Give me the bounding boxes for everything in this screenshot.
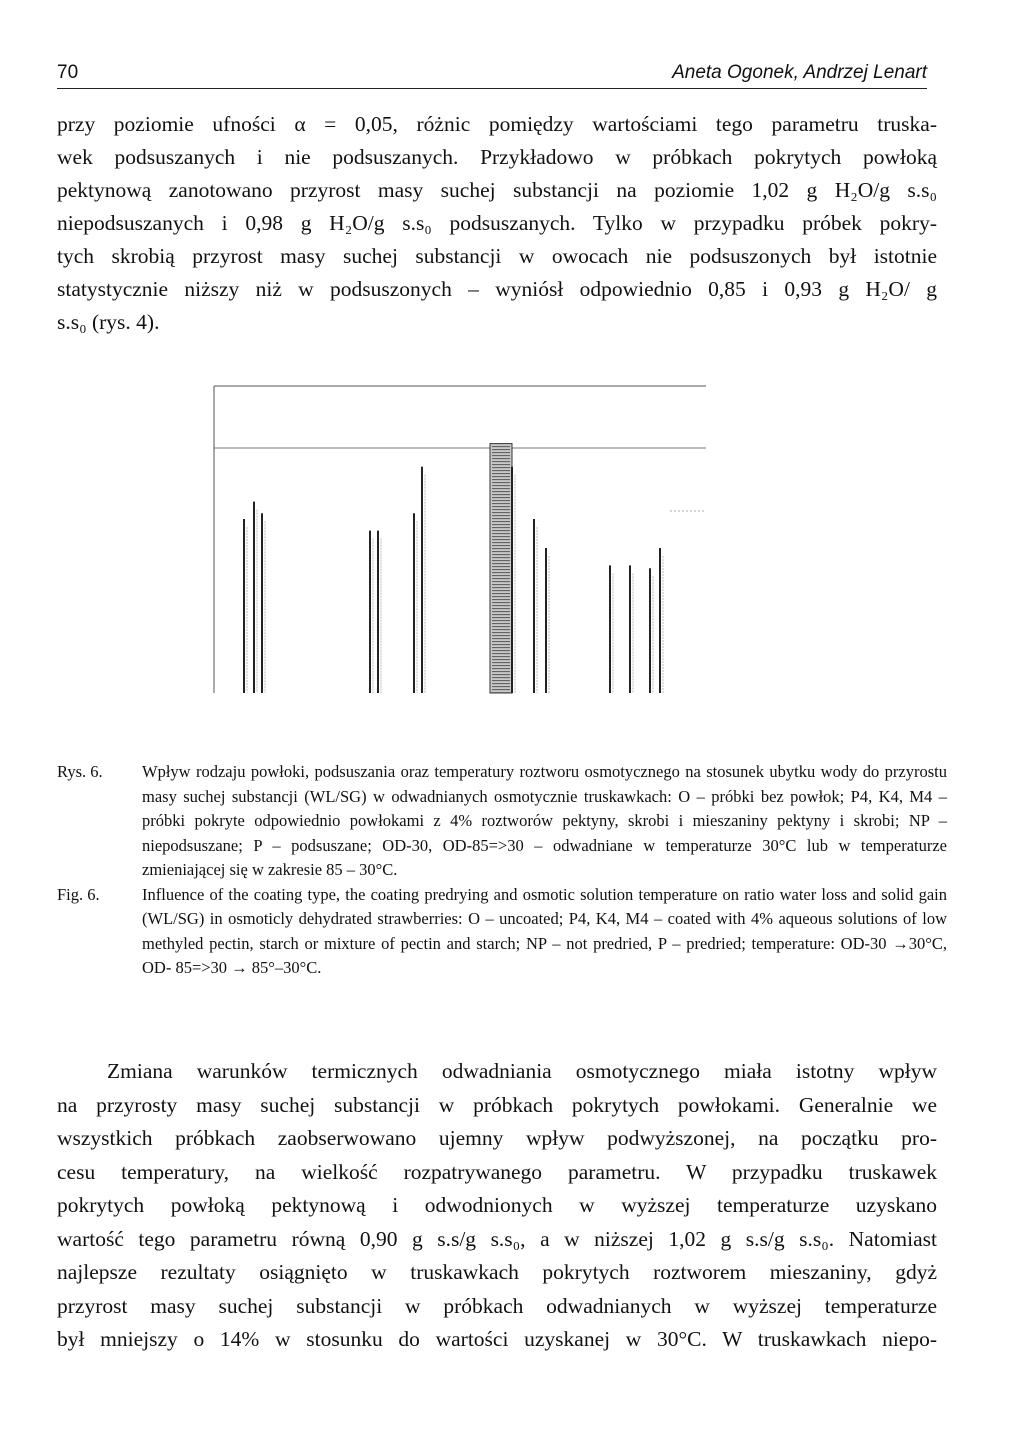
text-line: wszystkich próbkach zaobserwowano ujemny wpływ podwyższonej, na początku pro-	[57, 1126, 937, 1150]
caption-text-en: Influence of the coating type, the coating predrying and osmotic solution temperature on ratio water loss and solid gain (WL/SG) in osmoticly dehydrated strawberries: O – uncoated; P4, K4, M4 – coated with 4% aqueous solutions of low methyled pectin, starch or mixture of pectin and starch; NP – not predried, P – predried; temperature: OD-30 →30°C, OD- 85=>30 → 85°–30°C.	[142, 884, 947, 977]
text-line: niepodsuszanych i 0,98 g H₂O/g s.s₀ podsuszanych. Tylko w przypadku próbek pokry-	[57, 211, 937, 235]
text-line: na przyrosty masy suchej substancji w próbkach pokrytych powłokami. Generalnie we	[57, 1092, 937, 1117]
paragraph-intro	[57, 108, 937, 339]
text-line: wartość tego parametru równą 0,90 g s.s/g s.s₀, a w niższej 1,02 g s.s/g s.s₀. Natomiast	[57, 1226, 937, 1251]
bars-group	[244, 444, 663, 693]
caption-english	[57, 883, 947, 981]
text-line: wek podsuszanych i nie podsuszanych. Przykładowo w próbkach pokrytych powłoką	[57, 145, 937, 169]
text-line: statystycznie niższy niż w podsuszonych – wyniósł odpowiednio 0,85 i 0,93 g H₂O/ g	[57, 277, 937, 301]
figure-6-chart	[200, 378, 720, 708]
text-line: najlepsze rezultaty osiągnięto w truskawkach pokrytych roztworem mieszaniny, gdyż	[57, 1260, 937, 1284]
running-header-authors: Aneta Ogonek, Andrzej Lenart	[672, 62, 927, 83]
page-number: 70	[57, 62, 79, 83]
paragraph-results	[57, 1055, 937, 1357]
text-line: cesu temperatury, na wielkość rozpatrywanego parametru. W przypadku truskawek	[57, 1159, 937, 1184]
text-line: był mniejszy o 14% w stosunku do wartości uzyskanej w 30°C. W truskawkach niepo-	[57, 1327, 937, 1351]
text-line: pektynową zanotowano przyrost masy suchej substancji na poziomie 1,02 g H₂O/g s.s₀	[57, 178, 937, 202]
caption-text-pl: Wpływ rodzaju powłoki, podsuszania oraz temperatury roztworu osmotycznego na stosunek ubytku wody do przyrostu masy suchej substancji (WL/SG) w odwadnianych osmotycznie truskawkach: O – próbki bez powłok; P4, K4, M4 – próbki pokryte odpowiednio powłokami z 4% roztworów pektyny, skrobi i mieszaniny pektyny i skrobi; NP – niepodsuszane; P – podsuszane; OD-30, OD-85=>30 – odwadniane w temperaturze 30°C lub w temperaturze zmieniającej się w zakresie 85 – 30°C.	[142, 762, 947, 879]
figure-6-svg	[200, 378, 720, 708]
caption-polish	[57, 760, 947, 883]
running-header	[57, 62, 927, 89]
caption-label-en: Fig. 6.	[57, 884, 100, 904]
text-line: Zmiana warunków termicznych odwadniania osmotycznego miała istotny wpływ	[107, 1059, 937, 1083]
chart-bar	[490, 444, 512, 693]
text-line: przyrost masy suchej substancji w próbkach odwadnianych w wyższej temperaturze	[57, 1293, 937, 1318]
text-line: s.s₀ (rys. 4).	[57, 310, 160, 334]
text-line: przy poziomie ufności α = 0,05, różnic pomiędzy wartościami tego parametru truska-	[57, 112, 937, 136]
figure-caption	[57, 760, 947, 981]
caption-label-pl: Rys. 6.	[57, 762, 103, 781]
text-line: pokrytych powłoką pektynową i odwodnionych w wyższej temperaturze uzyskano	[57, 1193, 937, 1217]
text-line: tych skrobią przyrost masy suchej substancji w owocach nie podsuszonych był istotnie	[57, 244, 937, 268]
